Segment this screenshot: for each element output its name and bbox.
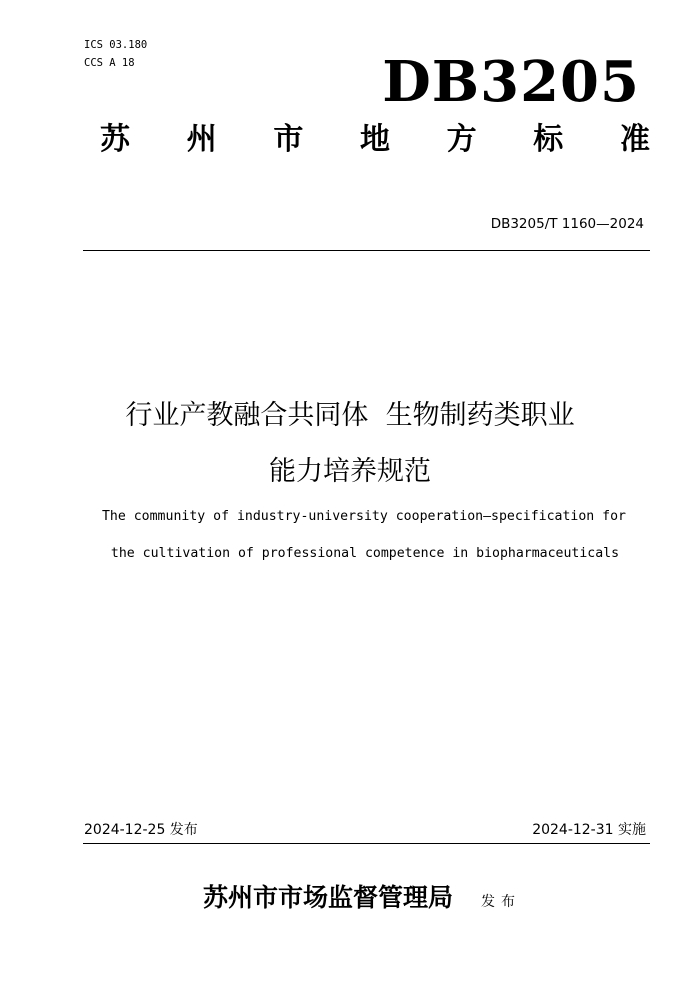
title-english-line2: the cultivation of professional competence in biopharmaceuticals: [110, 546, 620, 561]
issue-label: 发布: [481, 894, 522, 910]
title-chinese-line1: 行业产教融合共同体 生物制药类职业: [125, 400, 575, 431]
top-divider: [83, 250, 650, 251]
classification-codes: [84, 36, 147, 72]
title-chinese-line2: 能力培养规范: [269, 456, 431, 487]
local-standard-heading: [100, 116, 650, 164]
bottom-divider: [83, 843, 650, 844]
heading-char: 准: [619, 122, 650, 157]
standard-number: DB3205/T 1160—2024: [490, 216, 644, 232]
heading-char: 标: [533, 122, 564, 157]
heading-char: 方: [446, 122, 477, 157]
heading-char: 市: [273, 122, 304, 157]
implement-date: 2024-12-31 实施: [532, 822, 646, 838]
standard-code: DB3205: [382, 49, 640, 115]
publish-date: 2024-12-25 发布: [84, 822, 198, 838]
ccs-code: CCS A 18: [84, 57, 135, 69]
heading-char: 地: [359, 122, 390, 157]
heading-char: 州: [186, 122, 217, 157]
title-english-line1: The community of industry-university cooperation—specification for: [101, 509, 626, 524]
heading-char: 苏: [100, 122, 130, 157]
issuer-row: [203, 880, 521, 916]
ics-code: ICS 03.180: [84, 39, 148, 51]
issuer-name: 苏州市市场监督管理局: [203, 883, 454, 912]
